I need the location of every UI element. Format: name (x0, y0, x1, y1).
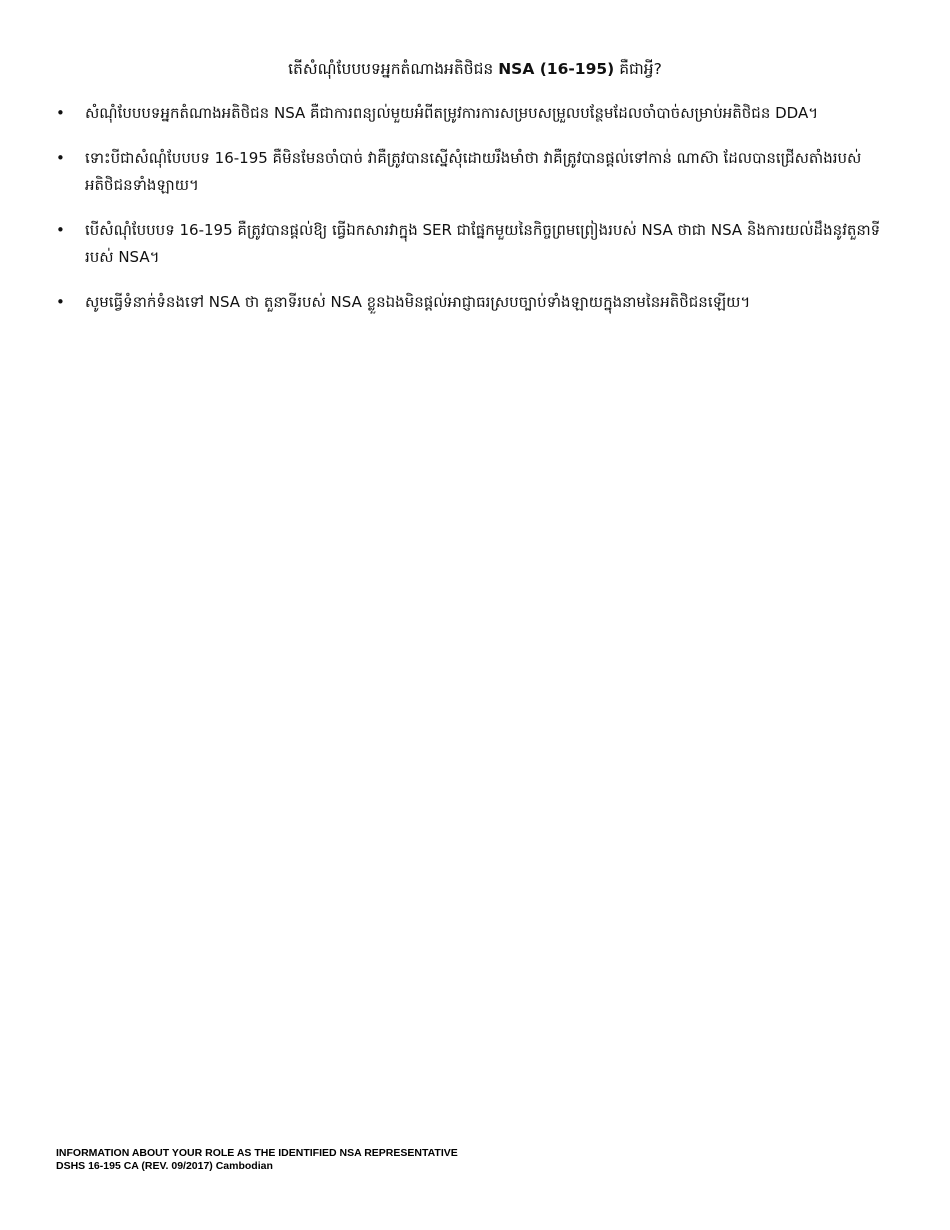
bullet-icon: • (56, 149, 65, 167)
bullet-text: ទោះបីជាសំណុំបែបបទ 16-195 គឺមិនមែនចាំបាច់ វាគឺត្រូវបានស្នើសុំដោយរឹងមាំថា វាគឺត្រូវបានផ្តល់ទៅកាន់ ណាស៊ា ដែលបានជ្រើសតាំងរបស់អតិថិជនទាំងឡាយ។ (85, 149, 862, 194)
bullet-list (56, 100, 886, 334)
bullet-icon: • (56, 221, 65, 239)
list-item (56, 100, 886, 127)
title-tail: គឺជាអ្វី? (619, 60, 662, 78)
footer-form-number: DSHS 16-195 CA (REV. 09/2017) Cambodian (56, 1160, 273, 1172)
page-footer (56, 1147, 458, 1173)
bullet-text: បើសំណុំបែបបទ 16-195 គឺត្រូវបានផ្តល់ឱ្យ ធ្វើឯកសារវាក្នុង SER ជាផ្នែកមួយនៃកិច្ចព្រមព្រៀងរបស់ NSA ថាជា NSA និងការយល់ដឹងនូវតួនាទីរបស់ NSA។ (85, 221, 881, 266)
footer-form-title: INFORMATION ABOUT YOUR ROLE AS THE IDENTIFIED NSA REPRESENTATIVE (56, 1147, 458, 1159)
list-item (56, 145, 886, 199)
page-title (0, 56, 950, 82)
title-lead: តើសំណុំបែបបទអ្នកតំណាងអតិថិជន (288, 60, 494, 78)
bullet-text: សំណុំបែបបទអ្នកតំណាងអតិថិជន NSA គឺជាការពន្យល់មួយអំពីតម្រូវការការសម្របសម្រួលបន្ថែមដែលចាំបាច់សម្រាប់អតិថិជន DDA។ (85, 104, 819, 122)
list-item (56, 289, 886, 316)
title-form-code: NSA (16-195) (498, 60, 615, 78)
bullet-icon: • (56, 293, 65, 311)
bullet-icon: • (56, 104, 65, 122)
list-item (56, 217, 886, 271)
bullet-text: សូមធ្វើទំនាក់ទំនងទៅ NSA ថា តួនាទីរបស់ NSA ខ្លួនឯងមិនផ្តល់អាជ្ញាធរស្របច្បាប់ទាំងឡាយក្នុងនាមនៃអតិថិជនឡើយ។ (85, 293, 751, 311)
